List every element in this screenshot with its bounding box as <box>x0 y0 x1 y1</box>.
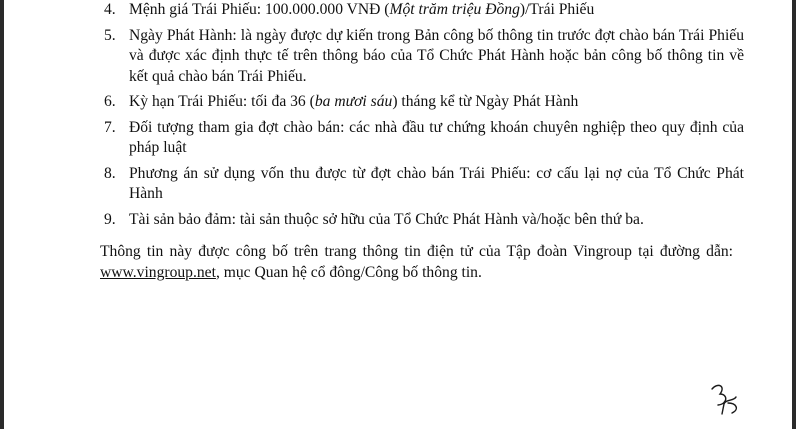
item-text: Mệnh giá Trái Phiếu: 100.000.000 VNĐ (Một trăm triệu Đồng)/Trái Phiếu <box>129 1 595 18</box>
item-number: 5. <box>104 26 116 44</box>
item-text: Kỳ hạn Trái Phiếu: tối đa 36 (ba mươi sáu) tháng kể từ Ngày Phát Hành <box>129 93 579 110</box>
item-text: Tài sản bảo đảm: tài sản thuộc sở hữu của Tổ Chức Phát Hành và/hoặc bên thứ ba. <box>129 210 644 228</box>
item-number: 7. <box>104 118 116 136</box>
closing-paragraph <box>100 241 733 283</box>
page-edge-left <box>0 0 4 429</box>
list-item-issue-date <box>104 26 744 88</box>
bond-terms-list <box>104 0 744 230</box>
handwritten-initials <box>706 379 751 429</box>
list-item-term <box>104 92 744 113</box>
item-number: 8. <box>104 164 116 182</box>
item-number: 6. <box>104 93 116 110</box>
list-item-use-of-proceeds <box>104 164 744 205</box>
initials-stroke <box>712 385 736 414</box>
closing-text: Thông tin này được công bố trên trang thông tin điện tử của Tập đoàn Vingroup tại đường dẫn: <box>100 243 733 260</box>
item-number: 9. <box>104 210 116 228</box>
list-item-collateral <box>104 210 744 231</box>
item-text: Phương án sử dụng vốn thu được từ đợt chào bán Trái Phiếu: cơ cấu lại nợ của Tổ Chức Phát Hành <box>129 164 744 202</box>
list-item-face-value <box>104 0 744 21</box>
vingroup-website-link[interactable]: www.vingroup.net <box>100 264 216 281</box>
item-number: 4. <box>104 1 116 18</box>
page-edge-right <box>792 0 796 429</box>
item-text: Ngày Phát Hành: là ngày được dự kiến trong Bản công bố thông tin trước đợt chào bán Trái Phiếu và được xác định thực tế trên thông báo của Tổ Chức Phát Hành hoặc bản công bố thông tin về kết quả chào bán Trái Phiếu. <box>129 26 744 85</box>
closing-text-end: , mục Quan hệ cổ đông/Công bố thông tin. <box>215 264 482 281</box>
item-text: Đối tượng tham gia đợt chào bán: các nhà đầu tư chứng khoán chuyên nghiệp theo quy định của pháp luật <box>129 118 744 156</box>
list-item-investors <box>104 118 744 159</box>
